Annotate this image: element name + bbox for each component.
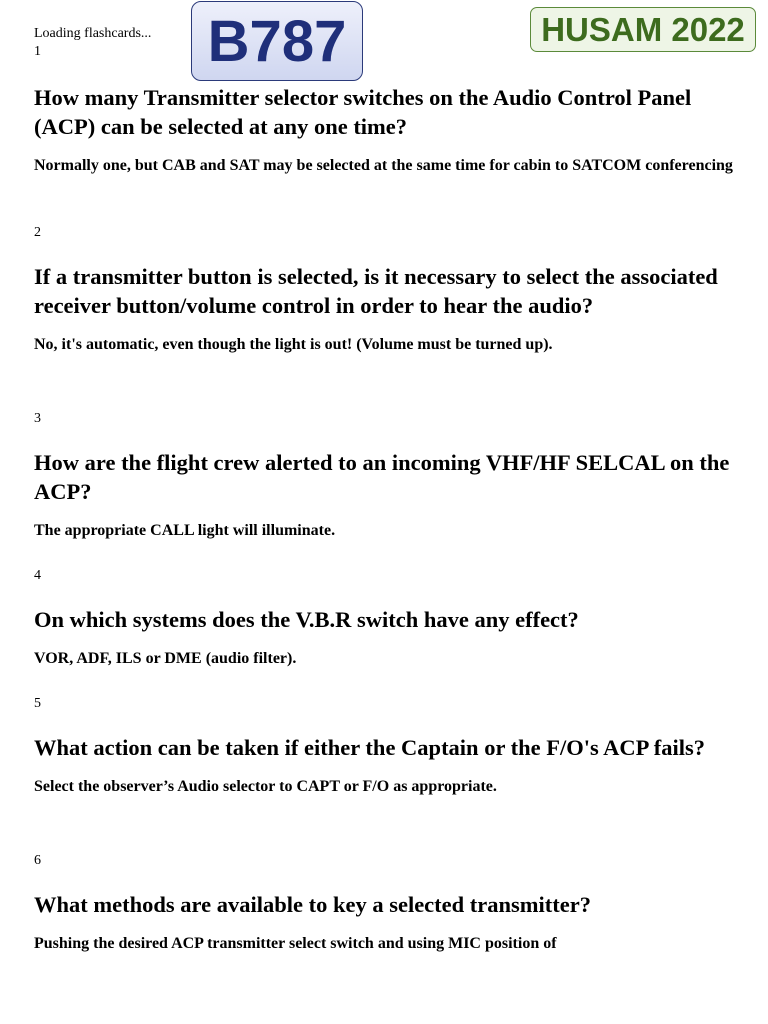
loading-text: Loading flashcards... <box>34 26 152 41</box>
flashcard-3 <box>34 410 746 542</box>
flashcard-5 <box>34 695 746 798</box>
author-badge-text: HUSAM 2022 <box>541 10 745 48</box>
card-number: 2 <box>34 225 41 240</box>
card-number: 6 <box>34 853 41 868</box>
card-question: How are the flight crew alerted to an incoming VHF/HF SELCAL on the ACP? <box>34 450 730 504</box>
card-answer: Pushing the desired ACP transmitter select switch and using MIC position of <box>34 935 557 952</box>
card-answer: The appropriate CALL light will illuminate. <box>34 522 336 539</box>
card-answer: VOR, ADF, ILS or DME (audio filter). <box>34 650 297 667</box>
card-number: 1 <box>34 44 41 59</box>
card-answer: No, it's automatic, even though the light is out! (Volume must be turned up). <box>34 336 553 353</box>
flashcard-4 <box>34 567 746 670</box>
card-question: If a transmitter button is selected, is it necessary to select the associated receiver button/volume control in order to hear the audio? <box>34 264 718 318</box>
card-answer: Select the observer’s Audio selector to CAPT or F/O as appropriate. <box>34 778 497 795</box>
flashcard-2 <box>34 224 746 356</box>
card-question: How many Transmitter selector switches on the Audio Control Panel (ACP) can be selected at any one time? <box>34 85 692 139</box>
aircraft-badge-text: B787 <box>207 8 347 74</box>
card-number: 4 <box>34 568 41 583</box>
card-question: What methods are available to key a selected transmitter? <box>34 892 591 917</box>
flashcard-1 <box>34 43 746 177</box>
card-number: 3 <box>34 411 41 426</box>
card-question: On which systems does the V.B.R switch have any effect? <box>34 607 579 632</box>
card-number: 5 <box>34 696 41 711</box>
flashcard-6 <box>34 852 746 955</box>
card-question: What action can be taken if either the Captain or the F/O's ACP fails? <box>34 735 706 760</box>
loading-status <box>34 25 151 43</box>
card-answer: Normally one, but CAB and SAT may be selected at the same time for cabin to SATCOM conferencing <box>34 157 733 174</box>
